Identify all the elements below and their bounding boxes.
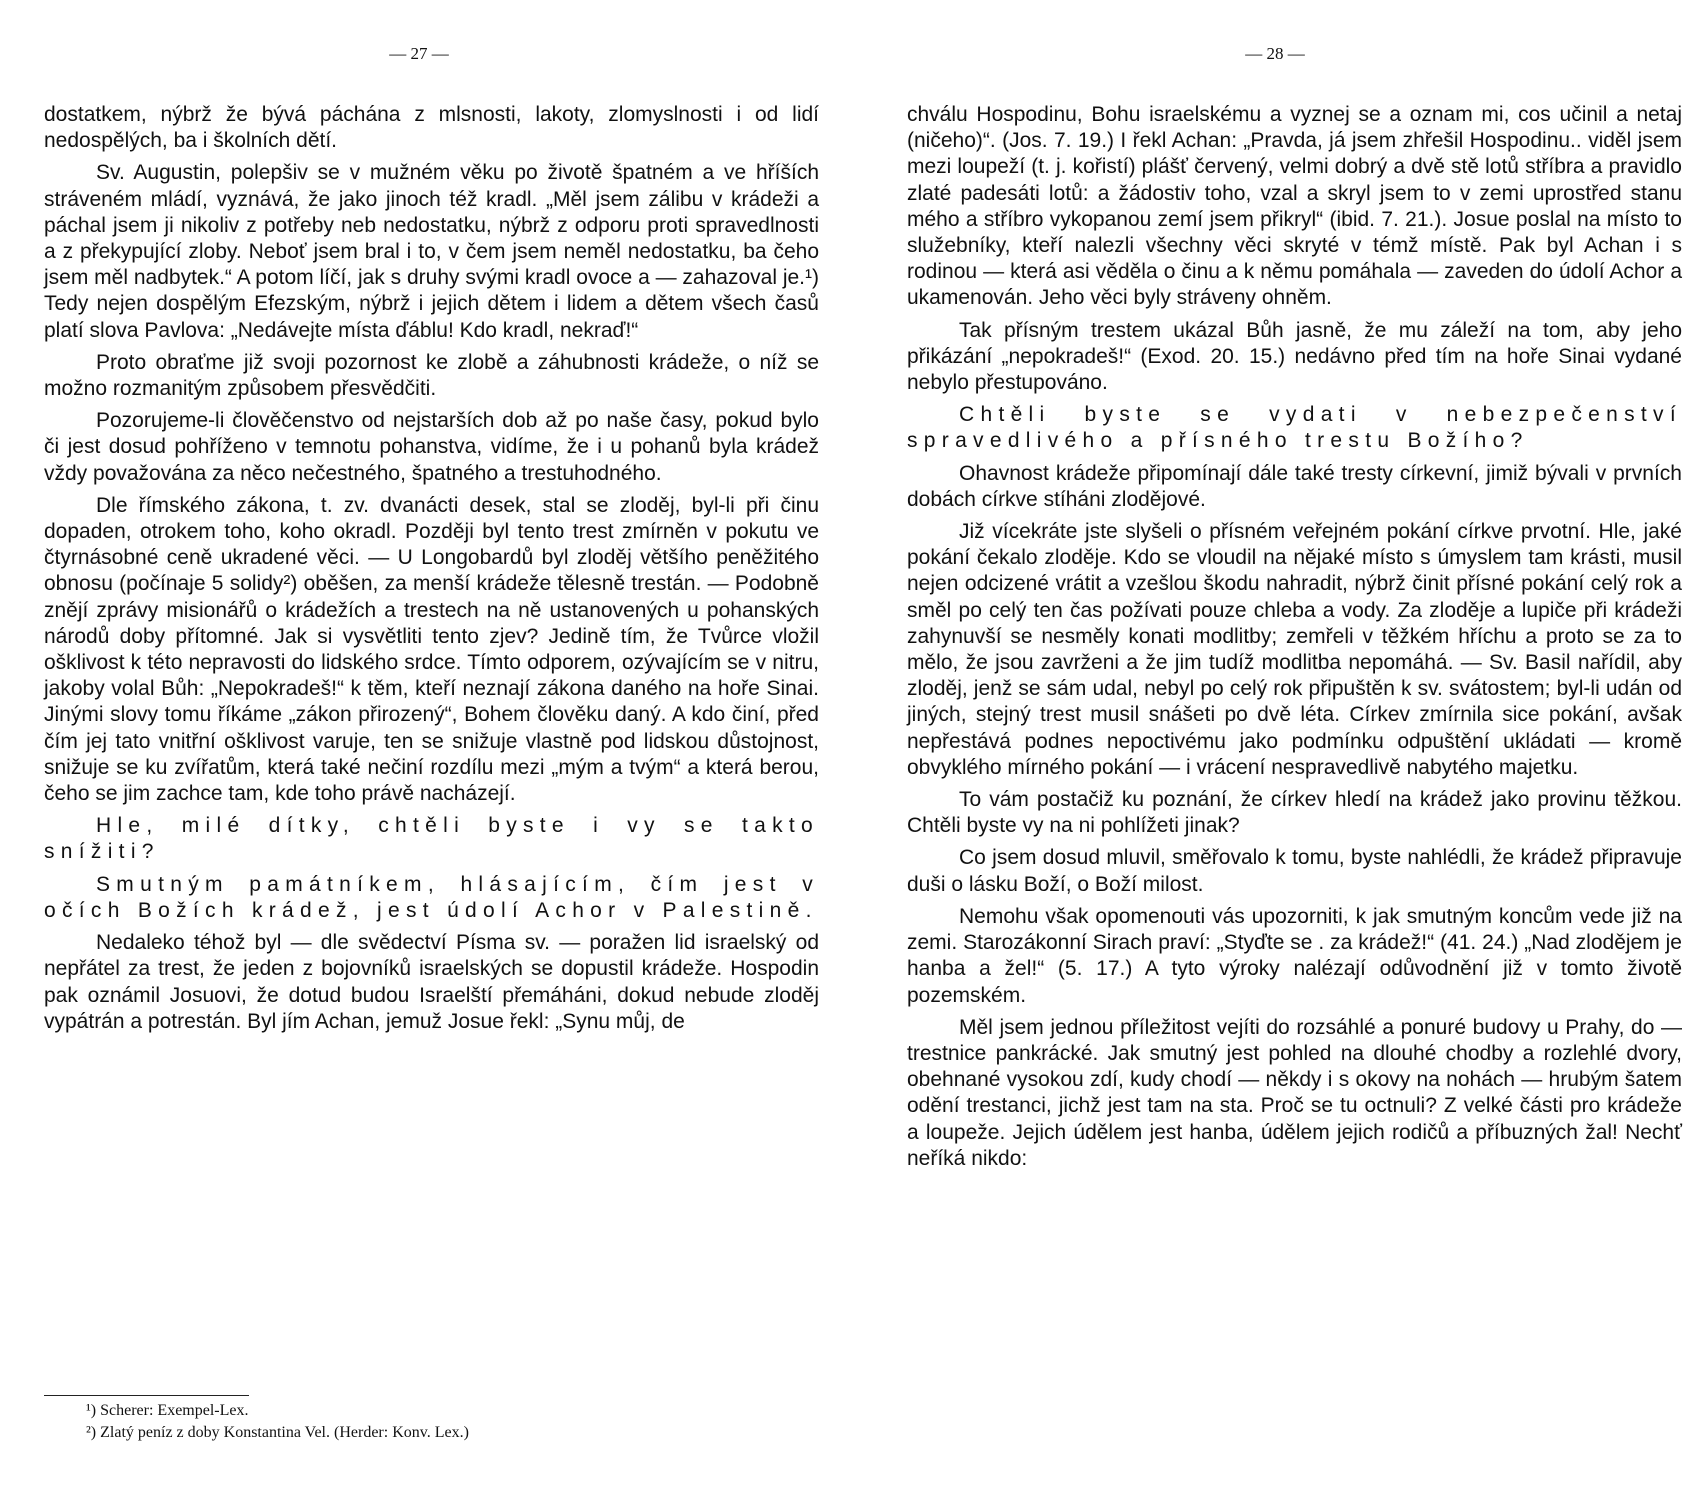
footnote: ¹) Scherer: Exempel-Lex. xyxy=(86,1402,249,1419)
paragraph: To vám postačiž ku poznání, že církev hledí na krádež jako provinu těžkou. Chtěli byste vy na ni pohlížeti jinak? xyxy=(907,788,1682,838)
right-page-text xyxy=(907,102,1682,1178)
paragraph: Dle římského zákona, t. zv. dvanácti desek, stal se zloděj, byl-li při činu dopaden, otrokem toho, koho okradl. Později byl tento trest zmírněn v pokutu ve čtyrnásobné ceně ukradené věci. — U Longobardů byl zloděj většího peněžitého obnosu (počínaje 5 solidy²) oběšen, za menší krádeže tělesně trestán. — Podobně znějí zprávy misionářů o krádežích a trestech na ně ustanovených u pohanských národů doby přítomné. Jak si vysvětliti tento zjev? Jedině tím, že Tvůrce vložil ošklivost k této nepravosti do lidského srdce. Tímto odporem, ozývajícím se v nitru, jakoby volal Bůh: „Nepokradeš!“ k těm, kteří neznají zákona daného na hoře Sinai. Jinými slovy tomu říkáme „zákon přirozený“, Bohem člověku daný. A kdo činí, před čím jej tato vnitřní ošklivost varuje, ten se snižuje vlastně pod lidskou důstojnost, snižuje se ku zvířatům, která také nečiní rozdílu mezi „mým a tvým“ a která berou, čeho se jim zachce tam, kde toho právě nacházejí. xyxy=(44,493,819,806)
paragraph: Co jsem dosud mluvil, směřovalo k tomu, byste nahlédli, že krádež připravuje duši o lásku Boží, o Boží milost. xyxy=(907,846,1682,896)
paragraph: Nemohu však opomenouti vás upozorniti, k jak smutným koncům vede již na zemi. Starozákonní Sirach praví: „Styďte se . za krádež!“ (41. 24.) „Nad zlodějem je hanba a žel!“ (5. 17.) A tyto výroky nalézají odůvodnění již v tomto životě pozemském. xyxy=(907,904,1682,1007)
footnote-divider xyxy=(44,1395,249,1396)
paragraph: Měl jsem jednou příležitost vejíti do rozsáhlé a ponuré budovy u Prahy, do — trestnice pankrácké. Jak smutný jest pohled na dlouhé chodby a rozlehlé dvory, obehnané vysokou zdí, kudy chodí — někdy i s okovy na nohách — hrubým šatem odění trestanci, jichž jest tam na sta. Proč se tu octnuli? Z velké části pro krádeže a loupeže. Jejich údělem jest hanba, údělem jejich rodičů a příbuzných žal! Nechť neříká nikdo: xyxy=(907,1015,1682,1170)
paragraph: dostatkem, nýbrž že bývá páchána z mlsnosti, lakoty, zlomyslnosti i od lidí nedospělých, ba i školních dětí. xyxy=(44,103,819,153)
left-page-text xyxy=(44,102,819,1041)
paragraph: chválu Hospodinu, Bohu israelskému a vyznej se a oznam mi, cos učinil a netaj (ničeho)“. (Jos. 7. 19.) I řekl Achan: „Pravda, já jsem zhřešil Hospodinu.. viděl jsem mezi loupeží (t. j. kořistí) plášť červený, velmi dobrý a dvě stě lotů stříbra a pravidlo zlaté padesáti lotů: a žádostiv toho, vzal a skryl jsem to v zemi uprostřed stanu mého a stříbro vykopanou zemí jsem přikryl“ (ibid. 7. 21.). Josue poslal na místo to služebníky, kteří nalezli všechny věci skryté v témž místě. Pak byl Achan i s rodinou — která asi věděla o činu a k němu pomáhala — zaveden do údolí Achor a ukamenován. Jeho věci byly stráveny ohněm. xyxy=(907,103,1682,310)
page-number-left: — 27 — xyxy=(389,44,449,63)
paragraph: Smutným památníkem, hlásajícím, čím jest v očích Božích krádež, jest údolí Achor v Palestině. xyxy=(44,872,819,922)
paragraph: Tak přísným trestem ukázal Bůh jasně, že mu záleží na tom, aby jeho přikázání „nepokradeš!“ (Exod. 20. 15.) nedávno před tím na hoře Sinai vydané nebylo přestupováno. xyxy=(907,318,1682,395)
paragraph: Proto obraťme již svoji pozornost ke zlobě a záhubnosti krádeže, o níž se možno rozmanitým způsobem přesvědčiti. xyxy=(44,350,819,401)
footnotes xyxy=(86,1400,786,1444)
paragraph: Nedaleko téhož byl — dle svědectví Písma sv. — poražen lid israelský od nepřátel za trest, že jeden z bojovníků israelských se dopustil krádeže. Hospodin pak oznámil Josuovi, že dotud budou Israelští přemáháni, dokud nebude zloděj vypátrán a potrestán. Byl jím Achan, jemuž Josue řekl: „Synu můj, de xyxy=(44,931,819,1033)
right-page xyxy=(854,0,1708,1500)
page-number-right: — 28 — xyxy=(1245,44,1305,63)
paragraph: Hle, milé dítky, chtěli byste i vy se takto snížiti? xyxy=(44,814,819,864)
paragraph: Již vícekráte jste slyšeli o přísném veřejném pokání církve prvotní. Hle, jaké pokání čekalo zloděje. Kdo se vloudil na nějaké místo s úmyslem tam krásti, musil nejen odcizené vrátit a vzešlou škodu nahradit, nýbrž činit přísné pokání celý rok a směl po celý ten čas požívati pouze chleba a vody. Za zloděje a lupiče při krádeži zahynuvší se nesměly konati modlitby; zemřeli v těžkém hříchu a proto se za to mělo, že jsou zavrženi a že jim tudíž modlitba nepomáhá. — Sv. Basil nařídil, aby zloděj, jenž se sám udal, nebyl po celý rok připuštěn k sv. svátostem; byl-li udán od jiných, stejný trest musil snášeti po dvě léta. Církev zmírnila sice pokání, avšak nepřestává podnes nepoctivému jako podmínku odpuštění ukládati — kromě obvyklého mírného pokání — i vrácení nespravedlivě nabytého majetku. xyxy=(907,520,1682,779)
footnote: ²) Zlatý peníz z doby Konstantina Vel. (Herder: Konv. Lex.) xyxy=(86,1424,469,1441)
paragraph: Ohavnost krádeže připomínají dále také tresty církevní, jimiž bývali v prvních dobách církve stíháni zlodějové. xyxy=(907,461,1682,511)
paragraph: Chtěli byste se vydati v nebezpečenství spravedlivého a přísného trestu Božího? xyxy=(907,403,1682,453)
paragraph: Sv. Augustin, polepšiv se v mužném věku po životě špatném a ve hříších stráveném mládí, vyznává, že jako jinoch též kradl. „Měl jsem zálibu v krádeži a páchal jsem ji nikoliv z potřeby neb nedostatku, nýbrž z odporu proti spravedlnosti a z překypující zloby. Neboť jsem bral i to, v čem jsem neměl nedostatku, ba čeho jsem měl nadbytek.“ A potom líčí, jak s druhy svými kradl ovoce a — zahazoval je.¹) Tedy nejen dospělým Efezským, nýbrž i jejich dětem i lidem a dětem všech časů platí slova Pavlova: „Nedávejte místa ďáblu! Kdo kradl, nekraď!“ xyxy=(44,161,819,342)
paragraph: Pozorujeme-li člověčenstvo od nejstarších dob až po naše časy, pokud bylo či jest dosud pohříženo v temnotu pohanstva, vidíme, že i u pohanů byla krádež vždy považována za něco nečestného, špatného a trestuhodného. xyxy=(44,409,819,485)
